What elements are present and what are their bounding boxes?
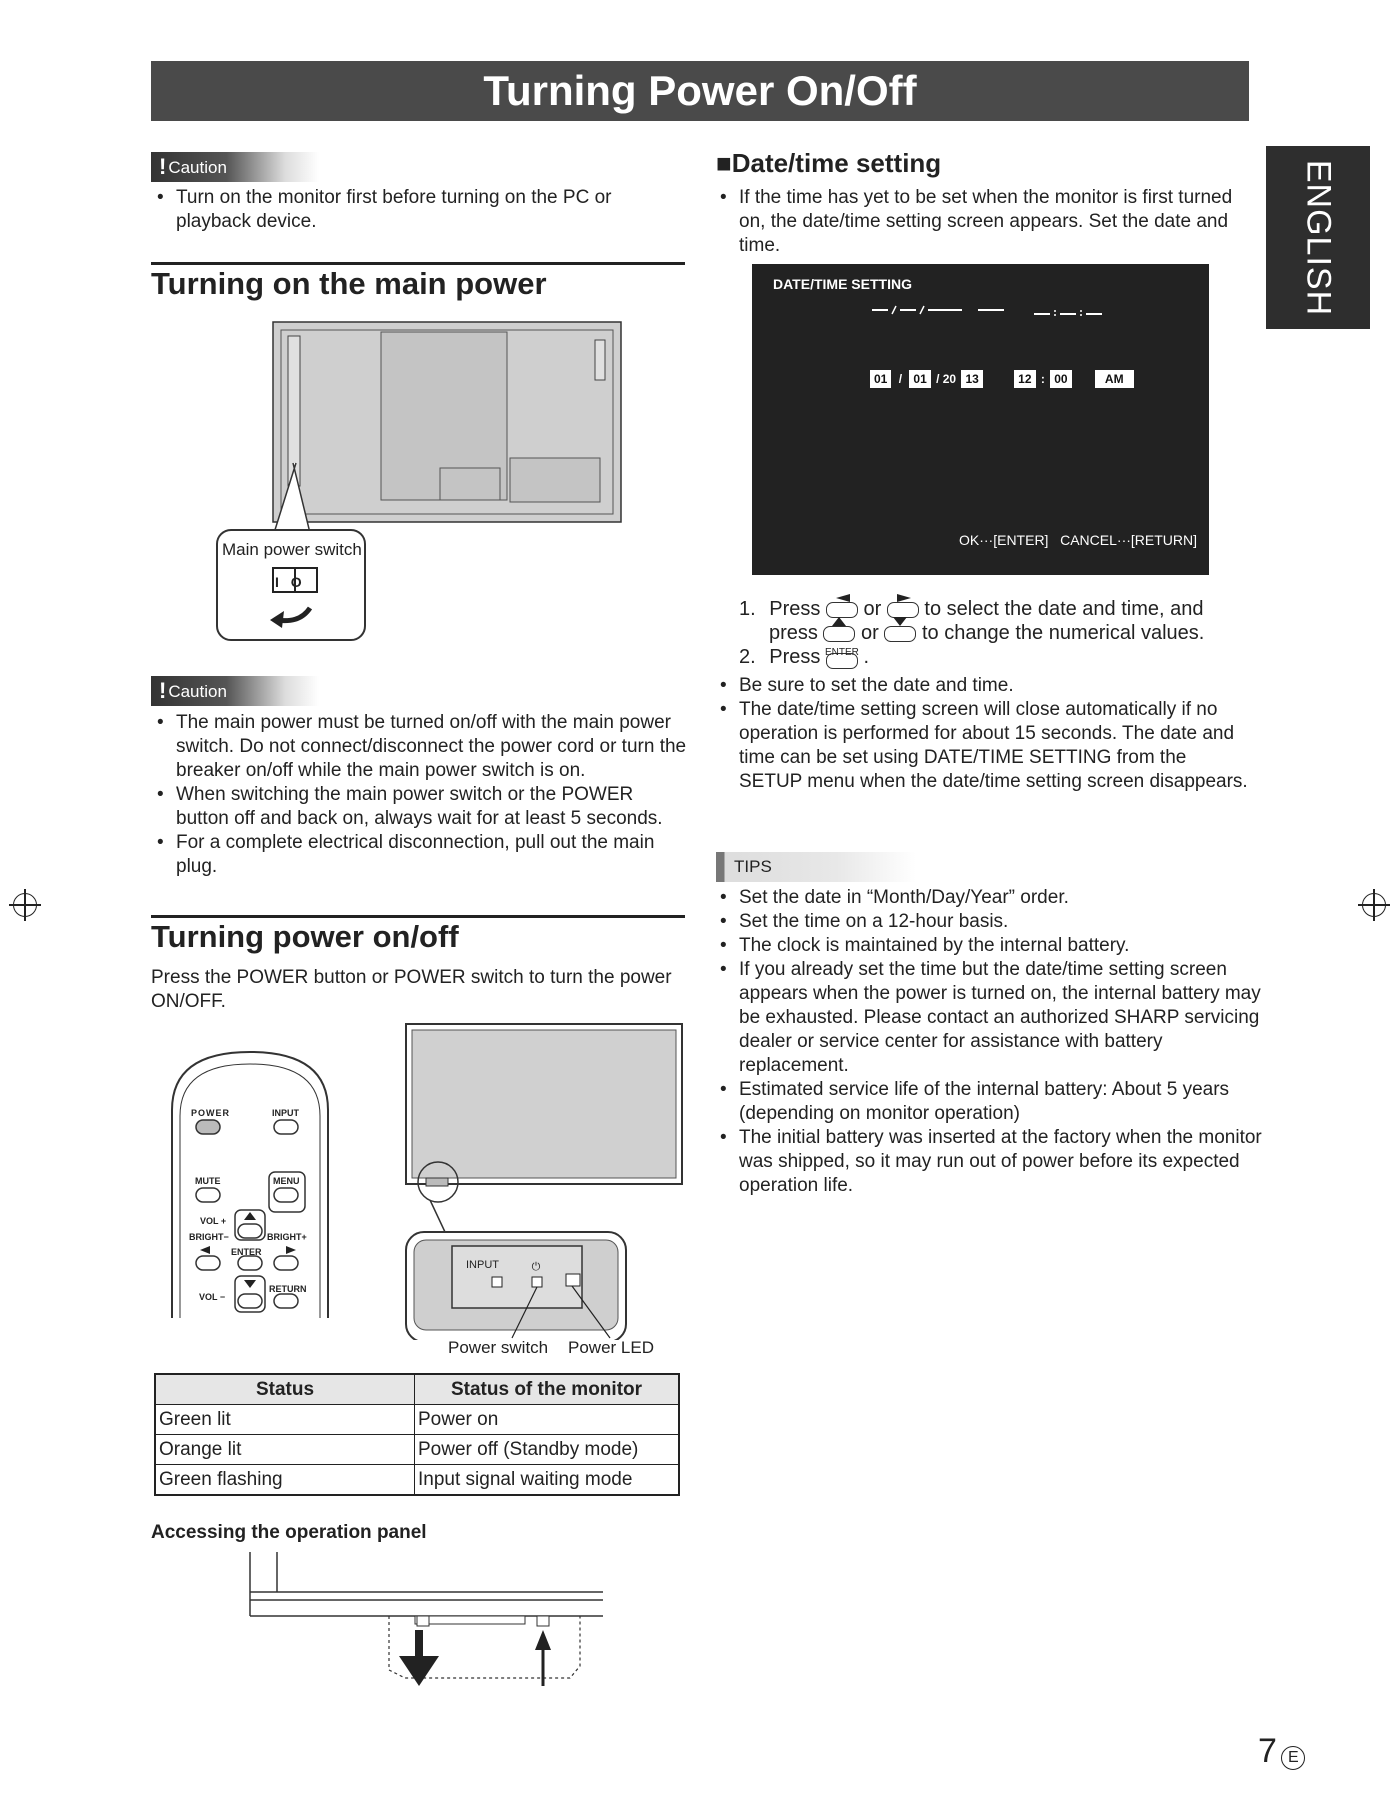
section-power-onoff <box>151 915 685 960</box>
step-2: 2. Press ENTER . <box>739 646 870 668</box>
caution-label: ! Caution <box>151 152 319 182</box>
down-key-icon <box>884 626 916 642</box>
table-cell: Green lit <box>155 1405 415 1435</box>
panel-input-label: INPUT <box>466 1259 499 1271</box>
main-power-switch-label: Main power switch <box>222 540 362 559</box>
screen-footer: OK···[ENTER] CANCEL···[RETURN] <box>959 532 1197 548</box>
table-row <box>155 1405 679 1435</box>
switch-symbols: I O <box>275 574 306 590</box>
caution-label: ! Caution <box>151 676 319 706</box>
list-item: • The initial battery was inserted at the factory when the monitor was shipped, so it may run out of power before its expected operation life. <box>714 1126 1262 1198</box>
remote-menu-label: MENU <box>273 1176 300 1186</box>
minute-field[interactable]: 00 <box>1050 370 1071 388</box>
language-tab-label: ENGLISH <box>1299 159 1338 317</box>
year-prefix: / 20 <box>936 372 957 386</box>
status-table <box>154 1373 680 1496</box>
page-number: 7 E <box>1258 1732 1305 1771</box>
registration-mark-right-icon <box>1362 893 1386 917</box>
caution-list <box>151 186 651 234</box>
tips-list <box>714 886 1262 1198</box>
list-item: • When switching the main power switch or the POWER button off and back on, always wait for at least 5 seconds. <box>151 783 691 831</box>
date-time-intro-list <box>714 186 1254 258</box>
list-item: • The date/time setting screen will close automatically if no operation is performed for about 15 seconds. The date and time can be set using DATE/TIME SETTING from the SETUP menu when the date/time setting screen disappears. <box>714 698 1254 794</box>
table-cell: Power off (Standby mode) <box>415 1435 680 1465</box>
left-key-icon <box>826 602 858 618</box>
list-item: • Set the date in “Month/Day/Year” order. <box>714 886 1262 910</box>
table-cell: Input signal waiting mode <box>415 1465 680 1496</box>
date-time-setting-screen <box>752 264 1209 575</box>
caution-list <box>151 711 691 879</box>
section-heading: Turning on the main power <box>151 266 547 301</box>
table-cell: Green flashing <box>155 1465 415 1496</box>
table-cell: Power on <box>415 1405 680 1435</box>
registration-mark-left-icon <box>13 893 37 917</box>
page-suffix-badge: E <box>1281 1746 1305 1770</box>
list-item: • For a complete electrical disconnection, pull out the main plug. <box>151 831 691 879</box>
remote-enter-label: ENTER <box>231 1247 262 1257</box>
list-item: • Be sure to set the date and time. <box>714 674 1254 698</box>
right-key-icon <box>887 602 919 618</box>
table-header: Status of the monitor <box>415 1374 680 1405</box>
remote-input-label: INPUT <box>272 1108 299 1118</box>
exclamation-icon: ! <box>159 154 167 179</box>
section-main-power <box>151 262 685 307</box>
remote-bright-plus-label: BRIGHT+ <box>267 1232 307 1242</box>
screen-title: DATE/TIME SETTING <box>773 276 912 292</box>
remote-vol-minus-label: VOL − <box>199 1292 226 1302</box>
table-row <box>155 1435 679 1465</box>
list-item: • The clock is maintained by the internal battery. <box>714 934 1262 958</box>
list-item: • If you already set the time but the date/time setting screen appears when the power is turned on, the internal battery may be exhausted. Please contact an authorized SHARP servicing dealer or service center for assistance with battery replacement. <box>714 958 1262 1078</box>
remote-power-label: POWER <box>191 1108 231 1118</box>
date-time-notes <box>714 674 1254 794</box>
page-title: Turning Power On/Off <box>151 61 1249 121</box>
power-onoff-text: Press the POWER button or POWER switch to turn the power ON/OFF. <box>151 967 672 1012</box>
table-row <box>155 1465 679 1496</box>
monitor-rear-illustration <box>210 318 630 648</box>
table-header-row <box>155 1374 679 1405</box>
operation-panel-illustration <box>245 1550 605 1690</box>
tips-label: TIPS <box>716 852 916 882</box>
list-item: • Estimated service life of the internal battery: About 5 years (depending on monitor operation) <box>714 1078 1262 1126</box>
remote-bright-minus-label: BRIGHT− <box>189 1232 229 1242</box>
date-time-heading: ■Date/time setting <box>716 148 942 178</box>
ampm-field[interactable]: AM <box>1095 370 1134 388</box>
date-time-fields: 01 / 01 / 20 13 12 : 00 AM <box>870 370 1134 388</box>
exclamation-icon: ! <box>159 678 167 703</box>
hour-field[interactable]: 12 <box>1014 370 1035 388</box>
up-key-icon <box>823 626 855 642</box>
operation-panel-heading: Accessing the operation panel <box>151 1522 427 1543</box>
svg-text:⏻: ⏻ <box>531 1261 541 1273</box>
day-field[interactable]: 01 <box>909 370 930 388</box>
power-switch-label: Power switch <box>448 1338 549 1357</box>
month-field[interactable]: 01 <box>870 370 891 388</box>
steps <box>739 597 1259 671</box>
date-format-placeholder <box>870 300 1120 320</box>
list-item: • Set the time on a 12-hour basis. <box>714 910 1262 934</box>
language-tab <box>1266 146 1370 329</box>
year-field[interactable]: 13 <box>961 370 982 388</box>
monitor-front-illustration <box>400 1020 690 1340</box>
table-cell: Orange lit <box>155 1435 415 1465</box>
remote-vol-plus-label: VOL + <box>200 1216 227 1226</box>
remote-mute-label: MUTE <box>195 1176 221 1186</box>
list-item: • If the time has yet to be set when the monitor is first turned on, the date/time setting screen appears. Set the date and time. <box>714 186 1254 258</box>
section-heading: Turning power on/off <box>151 919 459 954</box>
remote-return-label: RETURN <box>269 1284 307 1294</box>
table-header: Status <box>155 1374 415 1405</box>
list-item: • The main power must be turned on/off with the main power switch. Do not connect/disconnect the power cord or turn the breaker on/off while the main power switch is on. <box>151 711 691 783</box>
step-1-cont: press or to change the numerical values. <box>739 621 1259 645</box>
step-1: 1. Press or to select the date and time, and <box>739 597 1259 621</box>
enter-key-icon: ENTER <box>826 653 858 669</box>
list-item: • Turn on the monitor first before turning on the PC or playback device. <box>151 186 651 234</box>
remote-control-illustration <box>160 1050 340 1320</box>
power-led-label: Power LED <box>568 1338 654 1357</box>
